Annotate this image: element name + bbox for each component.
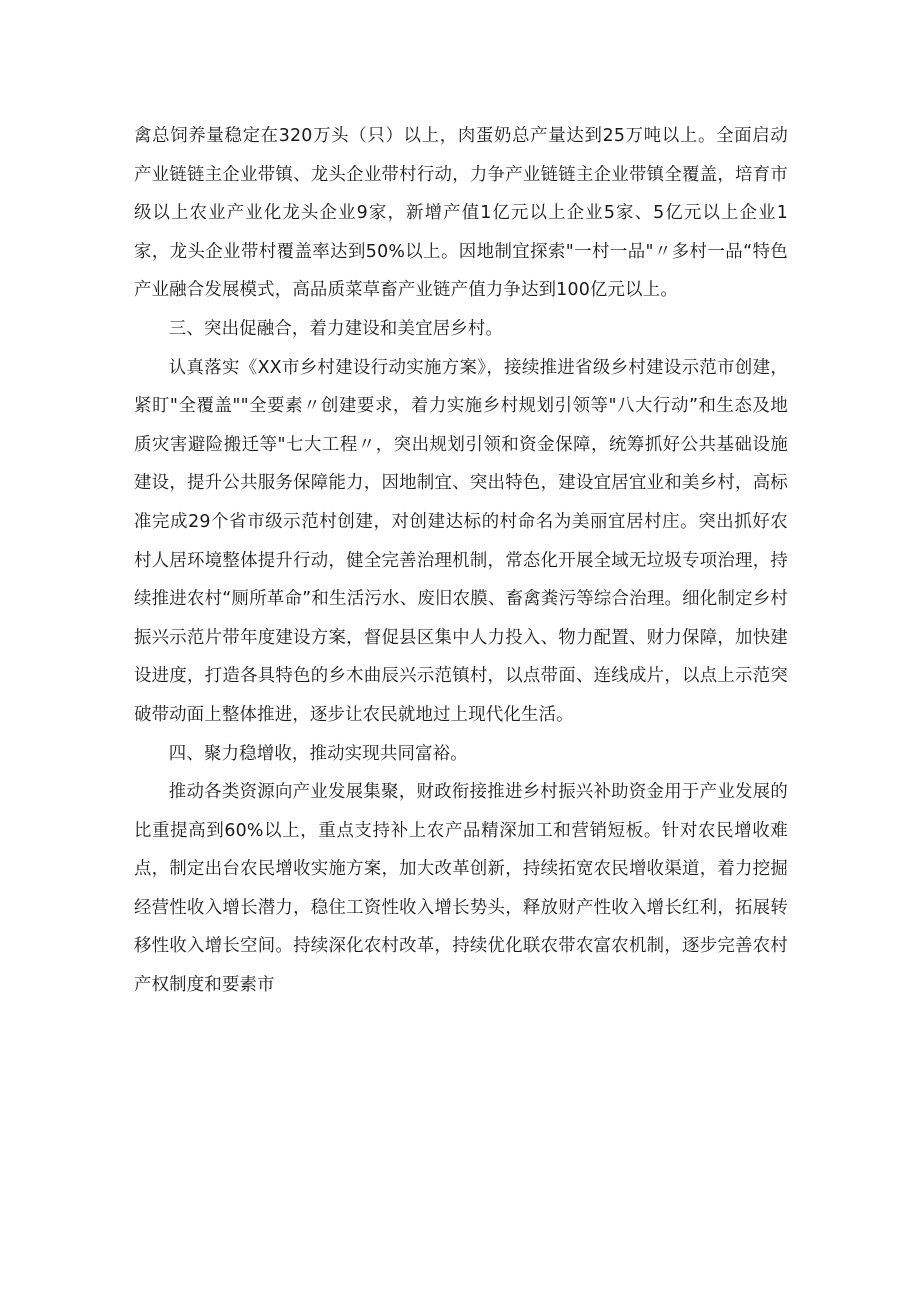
paragraph-income-growth: 推动各类资源向产业发展集聚，财政衔接推进乡村振兴补助资金用于产业发展的比重提高到60%以上，重点支持补上农产品精深加工和营销短板。针对农民增收难点，制定出台农民增收实施方案，加大改革创新，持续拓宽农民增收渠道，着力挖掘经营性收入增长潜力，稳住工资性收入增长势头，释放财产性收入增长红利，拓展转移性收入增长空间。持续深化农村改革，持续优化联农带农富农机制，逐步完善农村产权制度和要素市 bbox=[134, 782, 788, 996]
section-heading-3: 三、突出促融合，着力建设和美宜居乡村。 bbox=[168, 318, 504, 339]
paragraph-livestock-continuation: 禽总饲养量稳定在320万头（只）以上，肉蛋奶总产量达到25万吨以上。全面启动产业链链主企业带镇、龙头企业带村行动，力争产业链链主企业带镇全覆盖，培育市级以上农业产业化龙头企业9家，新增产值1亿元以上企业5家、5亿元以上企业1家，龙头企业带村覆盖率达到50%以上。因地制宜探索"一村一品"〃多村一品“特色产业融合发展模式，高品质菜草畜产业链产值力争达到100亿元以上。 bbox=[134, 126, 788, 301]
document-body bbox=[134, 117, 788, 1005]
section-heading-4: 四、聚力稳增收，推动实现共同富裕。 bbox=[168, 743, 468, 764]
paragraph-rural-construction: 认真落实《XX市乡村建设行动实施方案》，接续推进省级乡村建设示范市创建，紧盯"全覆盖""全要素〃创建要求，着力实施乡村规划引领等"八大行动”和生态及地质灾害避险搬迁等"七大工程〃，突出规划引领和资金保障，统筹抓好公共基础设施建设，提升公共服务保障能力，因地制宜、突出特色，建设宜居宜业和美乡村，高标准完成29个省市级示范村创建，对创建达标的村命名为美丽宜居村庄。突出抓好农村人居环境整体提升行动，健全完善治理机制，常态化开展全域无垃圾专项治理，持续推进农村“厕所革命”和生活污水、废旧农膜、畜禽粪污等综合治理。细化制定乡村振兴示范片带年度建设方案，督促县区集中人力投入、物力配置、财力保障，加快建设进度，打造各具特色的乡木曲辰兴示范镇村，以点带面、连线成片，以点上示范突破带动面上整体推进，逐步让农民就地过上现代化生活。 bbox=[134, 357, 788, 725]
